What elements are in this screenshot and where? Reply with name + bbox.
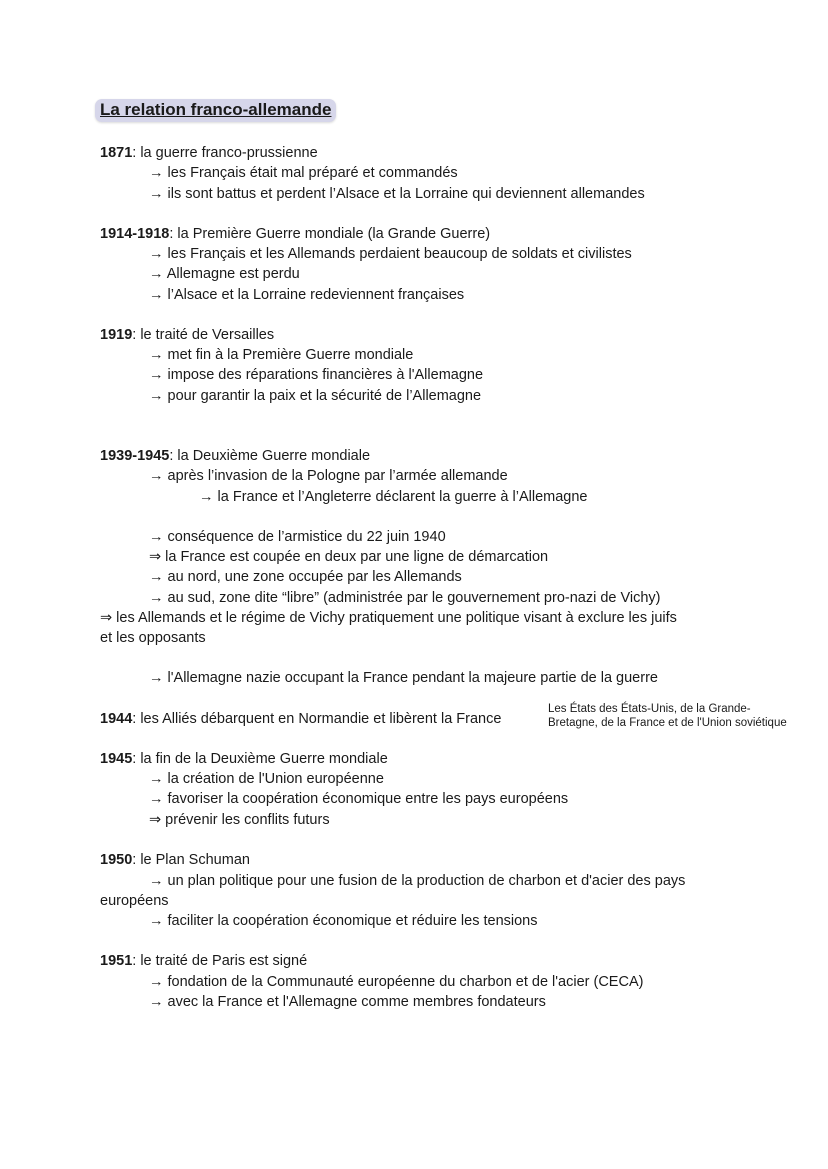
list-item-nested: → la France et l’Angleterre déclarent la guerre à l’Allemagne [199,489,588,505]
list-item: → un plan politique pour une fusion de la production de charbon et d'acier des pays [149,873,686,889]
section-heading-1951 [100,951,307,971]
list-item: ⇒ les Allemands et le régime de Vichy pratiquement une politique visant à exclure les juifs [100,610,677,626]
section-heading-1871 [100,143,318,163]
year-label: 1945 [100,751,133,767]
heading-text: : le Plan Schuman [132,852,250,868]
heading-text: : la Première Guerre mondiale (la Grande Guerre) [169,226,491,242]
list-item: → pour garantir la paix et la sécurité de l’Allemagne [149,388,482,404]
section-heading-1919 [100,325,274,345]
heading-text: : la guerre franco-prussienne [132,145,318,161]
list-item: → ils sont battus et perdent l’Alsace et la Lorraine qui deviennent allemandes [149,186,645,202]
list-item: → impose des réparations financières à l'Allemagne [149,367,484,383]
list-item: → au sud, zone dite “libre” (administrée par le gouvernement pro-nazi de Vichy) [149,590,661,606]
list-item: → l’Alsace et la Lorraine redeviennent françaises [149,287,465,303]
list-item: → favoriser la coopération économique entre les pays européens [149,791,569,807]
section-heading-1914 [100,224,490,244]
list-item: → les Français et les Allemands perdaient beaucoup de soldats et civilistes [149,246,632,262]
list-item: → après l’invasion de la Pologne par l’armée allemande [149,468,508,484]
year-label: 1950 [100,852,133,868]
list-item: → la création de l'Union européenne [149,771,384,787]
list-item: → met fin à la Première Guerre mondiale [149,347,414,363]
list-item: et les opposants [100,630,206,646]
year-label: 1951 [100,953,133,969]
list-item: → Allemagne est perdu [149,266,300,282]
list-item: ⇒ prévenir les conflits futurs [149,812,330,828]
section-heading-1944 [100,709,501,729]
list-item: → avec la France et l'Allemagne comme membres fondateurs [149,994,546,1010]
page-title: La relation franco-allemande [95,99,336,122]
year-label: 1919 [100,327,133,343]
heading-text: : le traité de Versailles [132,327,275,343]
side-note-line: Bretagne, de la France et de l'Union soviétique [548,717,787,729]
year-label: 1871 [100,145,133,161]
heading-text: : la Deuxième Guerre mondiale [169,448,371,464]
list-item: → fondation de la Communauté européenne du charbon et de l'acier (CECA) [149,974,644,990]
list-item: → les Français était mal préparé et commandés [149,165,458,181]
year-label: 1939-1945 [100,448,170,464]
year-label: 1944 [100,711,133,727]
list-item: ⇒ la France est coupée en deux par une ligne de démarcation [149,549,549,565]
heading-text: : le traité de Paris est signé [132,953,308,969]
section-heading-1950 [100,850,250,870]
list-item: → faciliter la coopération économique et réduire les tensions [149,913,538,929]
list-item: → l'Allemagne nazie occupant la France pendant la majeure partie de la guerre [149,670,658,686]
side-note [548,702,787,730]
list-item: → au nord, une zone occupée par les Allemands [149,569,462,585]
heading-text: : la fin de la Deuxième Guerre mondiale [132,751,388,767]
year-label: 1914-1918 [100,226,170,242]
list-item: européens [100,893,169,909]
side-note-line: Les États des États-Unis, de la Grande- [548,703,751,715]
section-heading-1939 [100,446,370,466]
heading-text: : les Alliés débarquent en Normandie et libèrent la France [132,711,502,727]
section-heading-1945 [100,749,388,769]
list-item: → conséquence de l’armistice du 22 juin 1940 [149,529,446,545]
